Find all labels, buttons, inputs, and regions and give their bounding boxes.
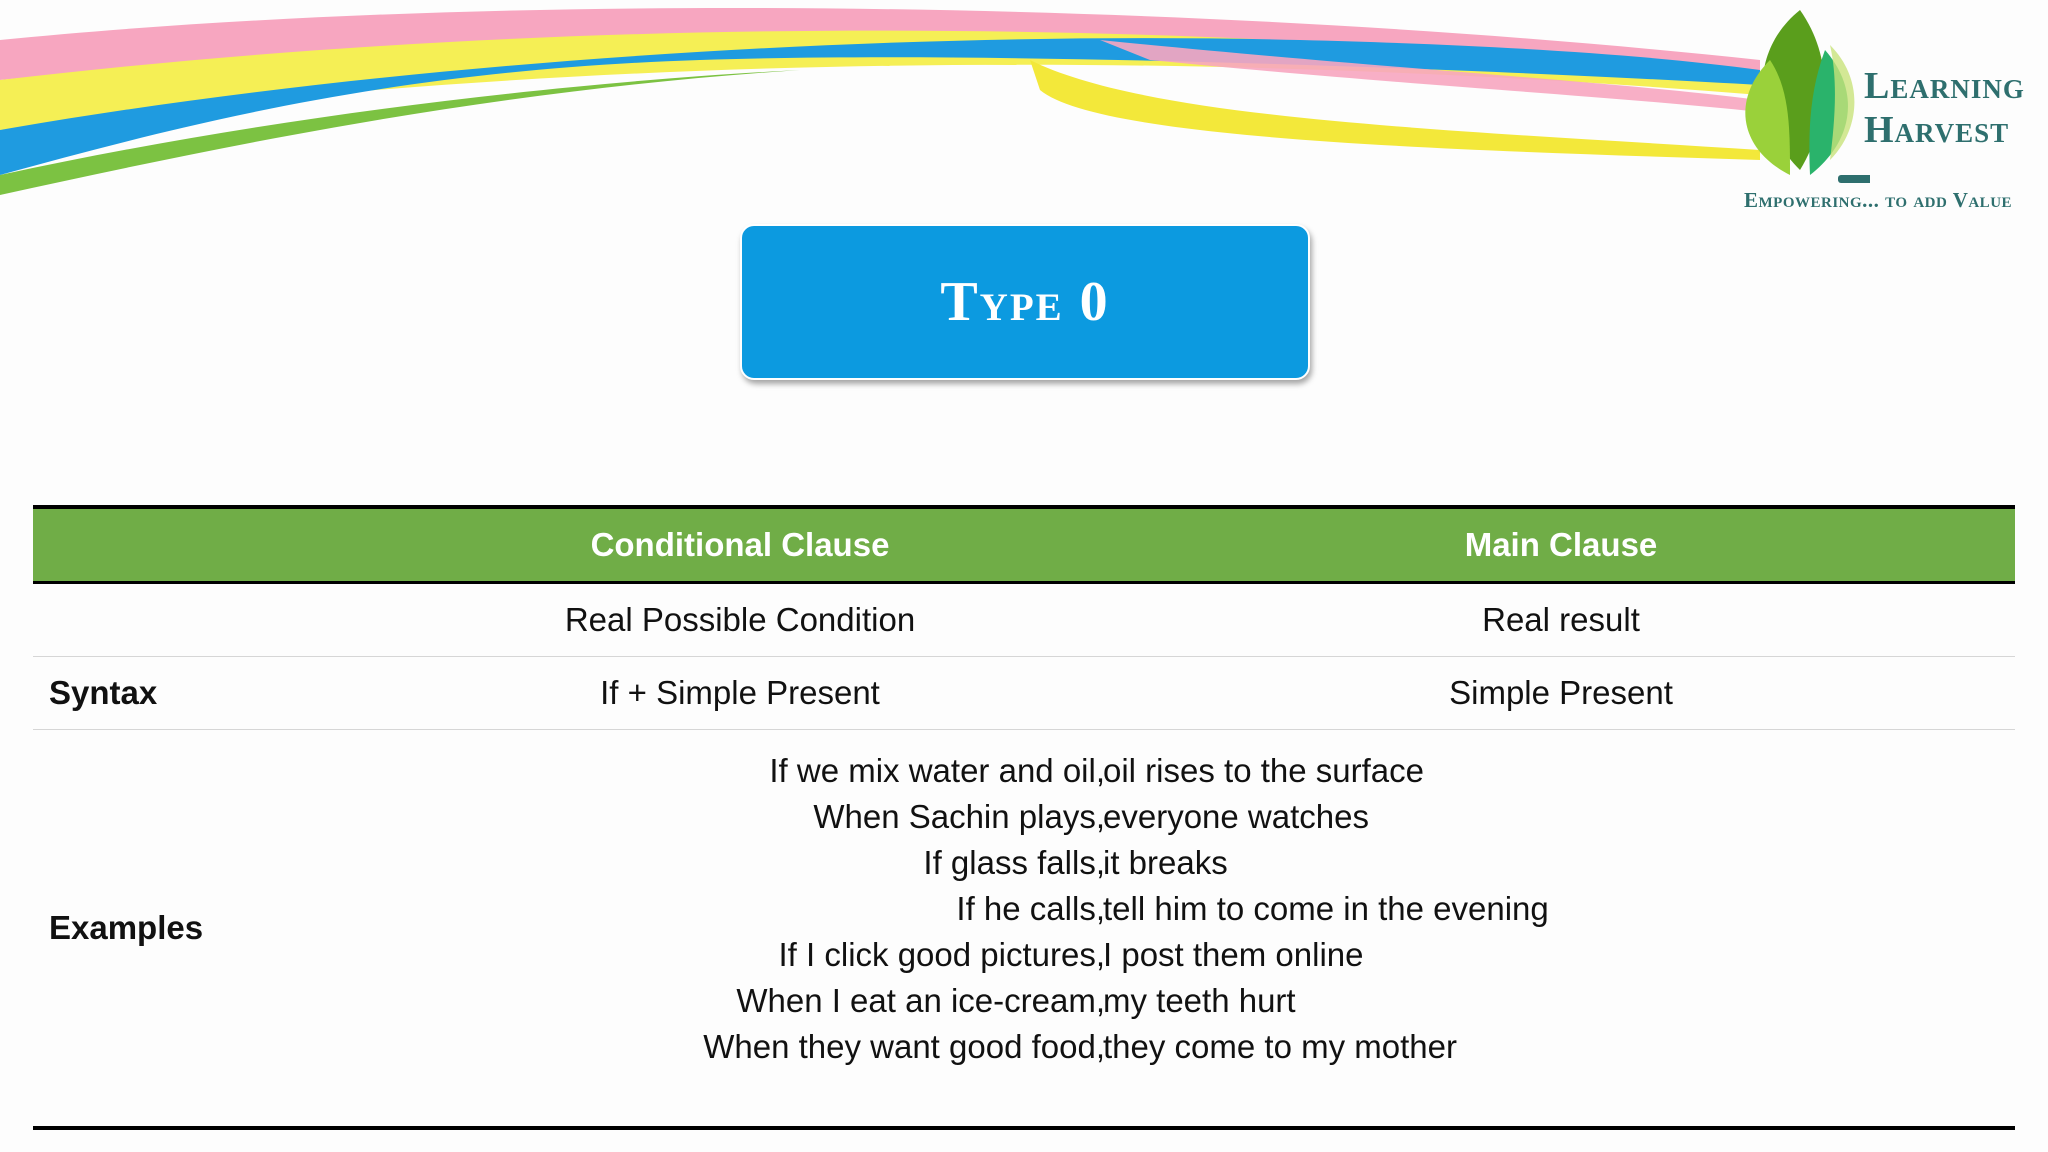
example-main: oil rises to the surface — [1103, 752, 1424, 789]
logo-word-learning: Learning — [1864, 65, 2025, 107]
table-header-row — [33, 509, 2015, 584]
examples-main-column — [1103, 748, 1549, 1070]
example-conditional: When Sachin plays, — [813, 798, 1105, 835]
logo-tagline: Empowering... to add Value — [1744, 188, 2013, 212]
logo-word-harvest: Harvest — [1864, 109, 2010, 151]
example-main: it breaks — [1103, 844, 1228, 881]
example-conditional: If I click good pictures, — [778, 936, 1105, 973]
example-main: my teeth hurt — [1103, 982, 1296, 1019]
example-main: tell him to come in the evening — [1103, 890, 1549, 927]
cell-condition-conditional: Real Possible Condition — [564, 601, 916, 638]
examples-conditional-column — [373, 748, 1105, 1070]
table-row-condition — [33, 584, 2015, 657]
table-row-examples — [33, 730, 2015, 1126]
row-label-examples: Examples — [49, 909, 204, 946]
cell-syntax-main: Simple Present — [1449, 674, 1673, 711]
example-conditional: If glass falls, — [923, 844, 1105, 881]
table-row-syntax — [33, 657, 2015, 730]
cell-syntax-conditional: If + Simple Present — [600, 674, 880, 711]
leaf-emblem-icon — [1730, 0, 1870, 185]
header-main-clause: Main Clause — [1464, 526, 1658, 563]
row-label-syntax: Syntax — [49, 674, 158, 711]
conditional-table — [33, 505, 2015, 1130]
slide-title: Type 0 — [940, 271, 1110, 333]
example-conditional: If we mix water and oil, — [769, 752, 1105, 789]
example-main: everyone watches — [1103, 798, 1369, 835]
example-conditional: If he calls, — [956, 890, 1105, 927]
example-conditional: When they want good food, — [703, 1028, 1105, 1065]
example-main: they come to my mother — [1103, 1028, 1457, 1065]
cell-condition-main: Real result — [1482, 601, 1640, 638]
table-bottom-rule — [33, 1126, 2015, 1130]
slide-title-box — [740, 224, 1310, 380]
learning-harvest-logo — [1730, 0, 2048, 225]
example-conditional: When I eat an ice-cream, — [736, 982, 1105, 1019]
example-main: I post them online — [1103, 936, 1364, 973]
header-conditional-clause: Conditional Clause — [590, 526, 890, 563]
